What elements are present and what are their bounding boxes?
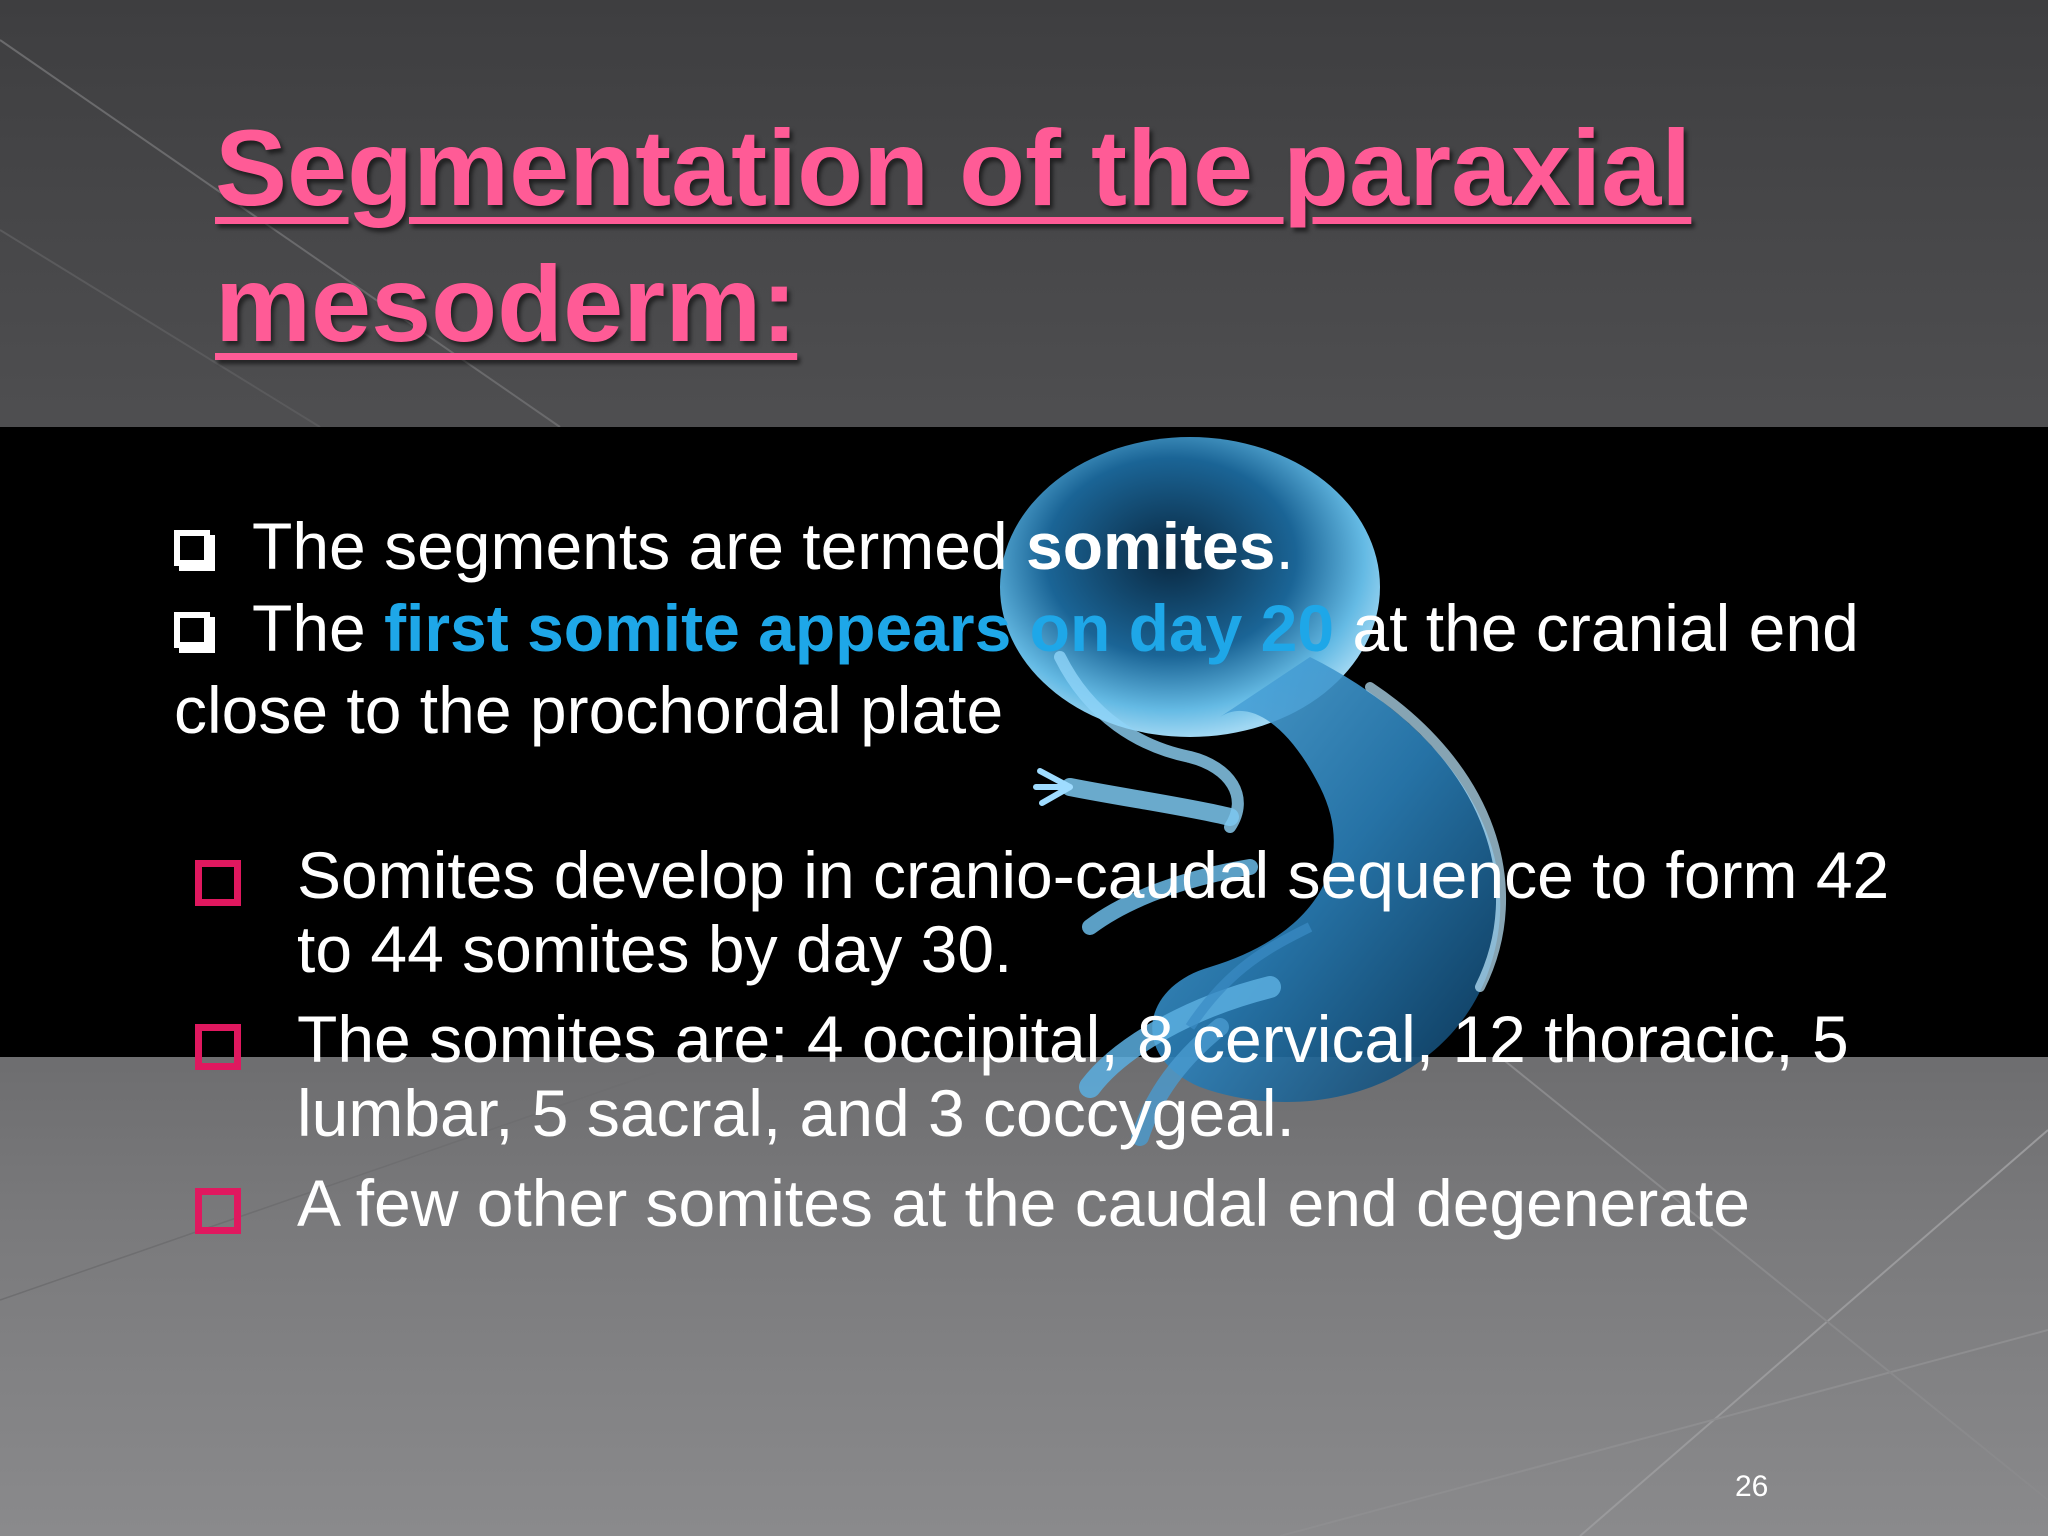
bullet-list bbox=[195, 838, 1945, 1256]
bullet-text: Somites develop in cranio-caudal sequence to form 42 to 44 somites by day 30. bbox=[297, 838, 1890, 986]
slide-title-line-1: Segmentation of the paraxial bbox=[215, 107, 1692, 228]
square-bullet-icon bbox=[195, 1024, 241, 1070]
bullet-text: A few other somites at the caudal end degenerate bbox=[297, 1166, 1750, 1240]
list-item bbox=[195, 1002, 1945, 1150]
intro-1-text-b: . bbox=[1275, 509, 1294, 583]
intro-text bbox=[174, 505, 1874, 751]
square-bullet-icon bbox=[195, 860, 241, 906]
slide-title bbox=[215, 100, 1915, 372]
intro-line-1 bbox=[174, 505, 1874, 587]
checkbox-bullet-icon bbox=[174, 612, 210, 648]
square-bullet-icon bbox=[195, 1188, 241, 1234]
intro-line-2 bbox=[174, 587, 1874, 751]
slide-title-line-2: mesoderm: bbox=[215, 243, 798, 364]
list-item bbox=[195, 1166, 1945, 1240]
checkbox-bullet-icon bbox=[174, 530, 210, 566]
intro-1-text-a: The segments are termed bbox=[252, 509, 1027, 583]
intro-1-bold-somites: somites bbox=[1026, 509, 1276, 583]
intro-2-highlight: first somite appears on day 20 bbox=[384, 591, 1335, 665]
bullet-text: The somites are: 4 occipital, 8 cervical, 12 thoracic, 5 lumbar, 5 sacral, and 3 coccygeal. bbox=[297, 1002, 1849, 1150]
list-item bbox=[195, 838, 1945, 986]
intro-2-text-a: The bbox=[252, 591, 385, 665]
page-number: 26 bbox=[1735, 1470, 1769, 1503]
intro-2-text-b: at the cranial end close to the prochordal plate bbox=[174, 591, 1859, 747]
